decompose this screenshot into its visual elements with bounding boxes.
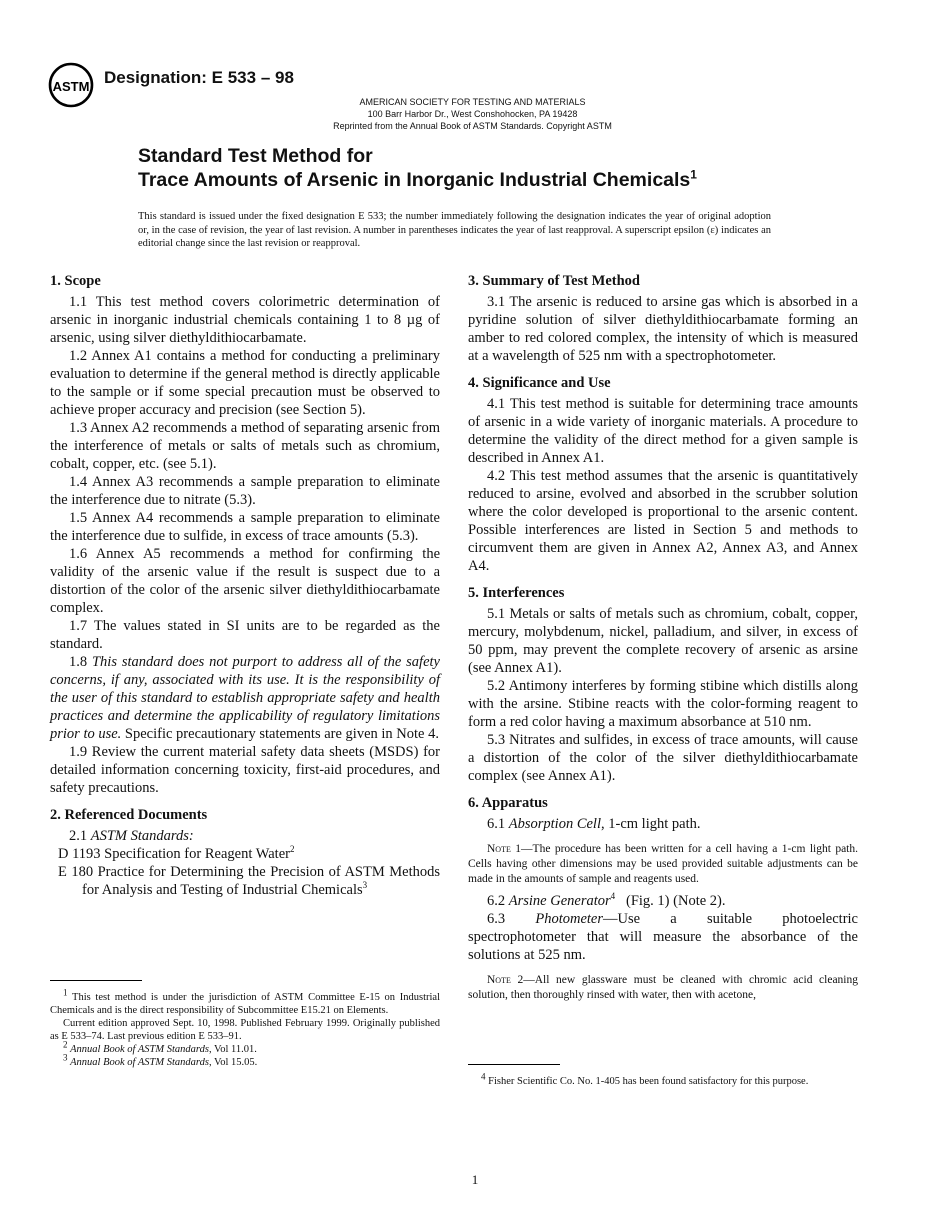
society-reprint: Reprinted from the Annual Book of ASTM Standards. Copyright ASTM [333,121,612,131]
section-heading: 4. Significance and Use [468,375,611,391]
footnotes-left [50,980,440,1069]
paragraph: 1.2 Annex A1 contains a method for conducting a preliminary evaluation to determine if the general method is directly applicable to the sample or if some special precaution must be observed to achieve proper accuracy and precision (see Section 5). [50,348,440,418]
title-footnote-mark: 1 [690,167,697,182]
note-2: Note 2—All new glassware must be cleaned with chromic acid cleaning solution, then thoroughly rinsed with water, then with acetone, [468,974,859,1001]
reference-item: E 180 Practice for Determining the Precision of ASTM Methods for Analysis and Testing of Industrial Chemicals$^3$ [58,864,440,898]
footnote-1: $^1$ This test method is under the jurisdiction of ASTM Committee E-15 on Industrial Chemicals and is the direct responsibility of Subcommittee E15.21 on Elements. [50,987,441,1016]
section-heading: 5. Interferences [468,585,565,601]
page-number: 1 [471,1172,479,1187]
paragraph: 4.1 This test method is suitable for determining trace amounts of arsenic in a wide variety of inorganic materials. A procedure to determine the validity of the direct method for a given sample is described in Annex A1. [468,396,858,466]
paragraph: 1.9 Review the current material safety data sheets (MSDS) for detailed information concerning toxicity, first-aid procedures, and safety precautions. [50,744,440,796]
paragraph: 3.1 The arsenic is reduced to arsine gas which is absorbed in a pyridine solution of silver diethyldithiocarbamate forming an amber to red colored complex, the intensity of which is measured at a wavelength of 525 nm with a spectrophotometer. [468,294,858,364]
designation: Designation: E 533 – 98 [104,68,294,87]
paragraph: 5.3 Nitrates and sulfides, in excess of trace amounts, will cause a distortion of the color of the silver diethyldithiocarbamate complex (see Annex A1). [468,732,858,784]
section-heading: 3. Summary of Test Method [468,273,640,289]
left-column [50,272,440,908]
right-column [468,272,858,1012]
footnote-1-edition: Current edition approved Sept. 10, 1998. Published February 1999. Originally published as E 533–74. Last previous edition E 533–91. [50,1018,440,1042]
paragraph: 6.2 Arsine Generator$^4$ (Fig. 1) (Note 2). [487,891,726,909]
svg-text:ASTM: ASTM [52,79,90,94]
reference-item: D 1193 Specification for Reagent Water$^2$ [58,844,295,862]
society-name: AMERICAN SOCIETY FOR TESTING AND MATERIALS [359,97,586,107]
paragraph: 1.6 Annex A5 recommends a method for confirming the validity of the arsenic value if the result is suspect due to a distortion of the color of the arsenic silver diethyldithiocarbamate complex. [50,546,440,616]
paragraph: 5.1 Metals or salts of metals such as chromium, cobalt, copper, mercury, molybdenum, nickel, palladium, and silver, in excess of 50 ppm, may prevent the complete recovery of arsenic as arsine (see Annex A1). [468,606,858,676]
astm-logo-icon [48,62,94,108]
section-heading: 1. Scope [50,273,101,289]
standard-note: This standard is issued under the fixed designation E 533; the number immediately following the designation indicates the year of original adoption or, in the case of revision, the year of last revision. A number in parentheses indicates the year of last reapproval. A superscript epsilon (ε) indicates an editorial change since the last revision or reapproval. [138,211,771,249]
title-line1: Standard Test Method for [138,145,373,167]
section-summary [468,272,858,365]
title-line2: Trace Amounts of Arsenic in Inorganic Industrial Chemicals$^1$ [138,167,697,191]
paragraph: 1.1 This test method covers colorimetric determination of arsenic in inorganic industrial chemicals containing 1 to 8 µg of arsenic, using silver diethyldithiocarbamate. [50,294,440,346]
paragraph: 4.2 This test method assumes that the arsenic is quantitatively reduced to arsine, evolved and absorbed in the scrubber solution where the color developed is proportional to the arsenic content. Possible interferences are listed in Section 5 and methods to circumvent them are given in Annex A2, Annex A3, and Annex A4. [468,468,858,574]
section-interferences [468,584,858,785]
section-significance [468,374,858,575]
footnote-3: $^3$ Annual Book of ASTM Standards, Vol 15.05. [63,1052,258,1068]
section-apparatus [468,794,858,1003]
section-heading: 6. Apparatus [468,795,548,811]
section-referenced-documents [50,806,440,899]
note-1: Note 1—The procedure has been written for a cell having a 1-cm light path. Cells having other dimensions may be used provided suitable adjustments can be made in the amounts of sample and reagents used. [468,843,859,885]
page-title [138,144,697,192]
footnote-4: $^4$ Fisher Scientific Co. No. 1-405 has been found satisfactory for this purpose. [481,1071,809,1087]
section-scope [50,272,440,797]
section-heading: 2. Referenced Documents [50,807,208,823]
society-address: 100 Barr Harbor Dr., West Conshohocken, PA 19428 [367,109,578,119]
paragraph: 1.4 Annex A3 recommends a sample preparation to eliminate the interference due to nitrate (5.3). [50,474,440,508]
paragraph-safety: 1.8 This standard does not purport to address all of the safety concerns, if any, associated with its use. It is the responsibility of the user of this standard to establish appropriate safety and health practices and determine the applicability of regulatory limitations prior to use. Specific precautionary statements are given in Note 4. [50,654,440,742]
paragraph: 2.1 ASTM Standards: [69,828,194,844]
paragraph: 6.1 Absorption Cell, 1-cm light path. [487,816,701,832]
paragraph: 1.5 Annex A4 recommends a sample preparation to eliminate the interference due to sulfide, in excess of trace amounts (5.3). [50,510,440,544]
footnotes-right [468,1064,858,1088]
paragraph: 5.2 Antimony interferes by forming stibine which distills along with the arsine. Stibine reacts with the color-forming reagent to form a red color having a maximum absorbance at 510 nm. [468,678,858,730]
society-info [200,96,745,132]
paragraph: 1.7 The values stated in SI units are to be regarded as the standard. [50,618,440,652]
footnote-2: $^2$ Annual Book of ASTM Standards, Vol 11.01. [63,1039,257,1055]
paragraph: 1.3 Annex A2 recommends a method of separating arsenic from the interference of metals or salts of metals such as chromium, cobalt, copper, etc. (see 5.1). [50,420,440,472]
paragraph: 6.3 Photometer—Use a suitable photoelectric spectrophotometer that will measure the absorbance of the solutions at 525 nm. [468,911,858,963]
